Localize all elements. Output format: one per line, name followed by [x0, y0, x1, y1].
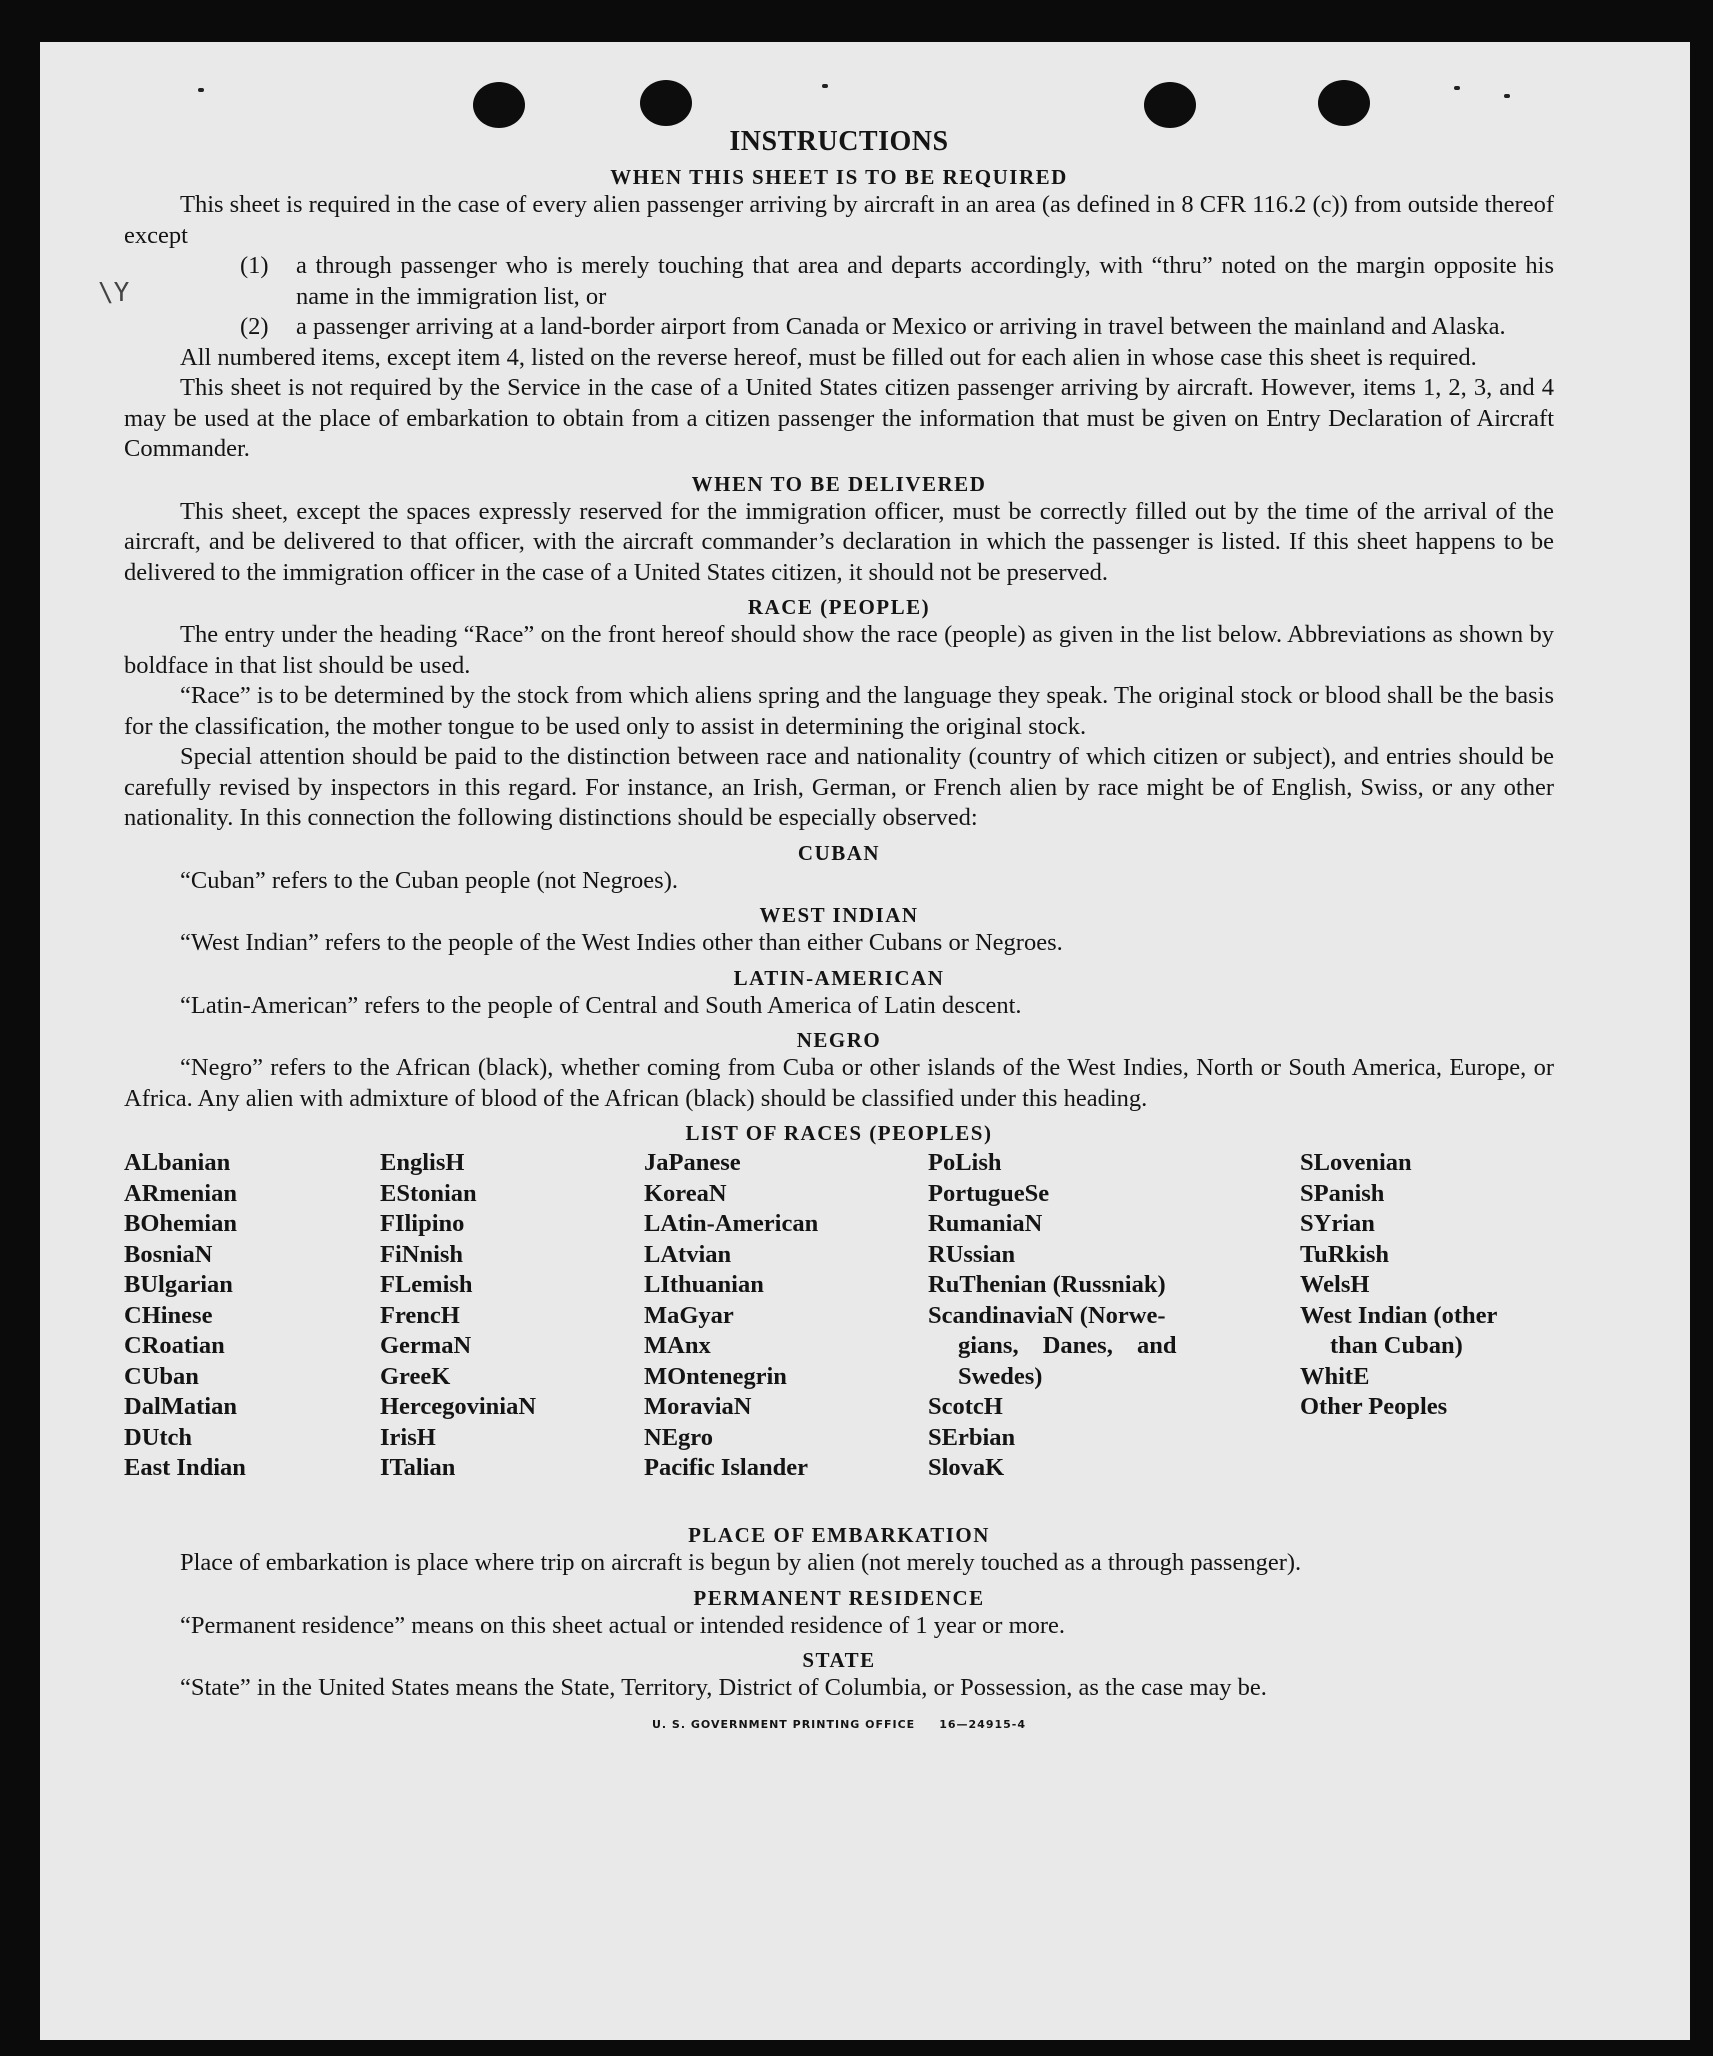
paragraph: “Negro” refers to the African (black), whether coming from Cuba or other islands of the West Indies, North or South America, Europe, or Africa. Any alien with admixture of blood of the African (black) should be classified under this heading.	[124, 1054, 1554, 1112]
race-entry: RuThenian (Russniak)	[928, 1271, 1166, 1298]
race-entry: SLovenian	[1300, 1149, 1412, 1176]
race-entry: ScandinaviaN (Norwe-	[928, 1301, 1166, 1329]
race-entry: NEgro	[644, 1423, 713, 1451]
punch-hole	[1144, 82, 1196, 128]
race-entry: GermaN	[380, 1332, 472, 1359]
race-entry: SPanish	[1300, 1179, 1385, 1207]
heading-race: RACE (PEOPLE)	[747, 595, 931, 619]
race-entry: WelsH	[1300, 1271, 1370, 1298]
definition-text: “Latin-American” refers to the people of Central and South America of Latin descent.	[180, 991, 1022, 1019]
race-entry: DUtch	[124, 1423, 193, 1451]
instructions-body	[124, 126, 1554, 1731]
races-column	[1300, 1148, 1497, 1423]
list-item	[124, 312, 1554, 343]
paragraph: “State” in the United States means the State, Territory, District of Columbia, or Possession, as the case may be.	[180, 1674, 1267, 1701]
race-entry: ScotcH	[928, 1393, 1003, 1420]
speck	[198, 88, 204, 92]
race-entry: FLemish	[380, 1271, 473, 1298]
heading-latin-american: LATIN-AMERICAN	[733, 965, 945, 990]
race-entry: MoraviaN	[644, 1393, 752, 1420]
race-entry: JaPanese	[644, 1149, 741, 1176]
heading-state: STATE	[802, 1648, 876, 1672]
race-entry: PortugueSe	[928, 1179, 1050, 1207]
race-entry: LAtvian	[644, 1240, 732, 1268]
race-entry: HercegoviniaN	[380, 1393, 537, 1420]
definition-text: “Permanent residence” means on this sheet actual or intended residence of 1 year or more.	[180, 1611, 1066, 1639]
race-entry: PoLish	[928, 1149, 1002, 1176]
item-number: (2)	[240, 313, 269, 340]
race-entry: CUban	[124, 1362, 199, 1390]
race-entry: WhitE	[1300, 1362, 1370, 1390]
race-entry: gians, Danes, and	[958, 1332, 1177, 1359]
races-list	[124, 1148, 1554, 1516]
race-entry: EStonian	[380, 1179, 477, 1207]
race-entry: MaGyar	[644, 1301, 734, 1329]
race-entry: EnglisH	[380, 1149, 465, 1176]
race-entry: CRoatian	[124, 1332, 225, 1359]
race-entry: RumaniaN	[928, 1210, 1043, 1237]
race-entry: MAnx	[644, 1332, 711, 1359]
race-entry: FrencH	[380, 1301, 460, 1329]
item-number: (1)	[240, 252, 269, 279]
heading-negro: NEGRO	[796, 1028, 882, 1052]
heading-cuban: CUBAN	[797, 840, 881, 865]
races-column	[124, 1148, 246, 1484]
race-entry: LAtin-American	[644, 1210, 819, 1237]
definition-text: “West Indian” refers to the people of the West Indies other than either Cubans or Negroes.	[180, 929, 1063, 956]
race-entry: ITalian	[380, 1454, 456, 1481]
race-entry: MOntenegrin	[644, 1362, 787, 1390]
punch-hole	[473, 82, 525, 128]
race-entry: CHinese	[124, 1301, 213, 1329]
margin-mark: \Y	[98, 278, 130, 308]
page-title: INSTRUCTIONS	[729, 126, 949, 157]
race-entry: DalMatian	[124, 1393, 237, 1420]
race-entry: ALbanian	[124, 1149, 231, 1176]
definition-text: “Cuban” refers to the Cuban people (not Negroes).	[180, 866, 678, 894]
list-item	[124, 251, 1554, 312]
races-column	[928, 1148, 1176, 1484]
speck	[1454, 86, 1460, 90]
race-entry: Swedes)	[958, 1362, 1043, 1390]
paragraph: The entry under the heading “Race” on the front hereof should show the race (people) as given in the list below. Abbreviations as shown by boldface in that list should be used.	[124, 621, 1554, 679]
heading-when-required: WHEN THIS SHEET IS TO BE REQUIRED	[610, 165, 1068, 189]
race-entry: KoreaN	[644, 1179, 727, 1207]
races-column	[644, 1148, 818, 1484]
paragraph: Special attention should be paid to the distinction between race and nationality (country of which citizen or subject), and entries should be carefully revised by inspectors in this regard. For instance, an Irish, German, or French alien by race might be of English, Swiss, or any other nationality. In this connection the following distinctions should be especially observed:	[124, 743, 1554, 831]
item-text: a passenger arriving at a land-border airport from Canada or Mexico or arriving in travel between the mainland and Alaska.	[296, 313, 1506, 340]
document-sheet	[40, 42, 1690, 2040]
race-entry: Pacific Islander	[644, 1454, 808, 1481]
race-entry: LIthuanian	[644, 1271, 764, 1298]
speck	[1504, 94, 1510, 98]
paragraph: This sheet, except the spaces expressly reserved for the immigration officer, must be correctly filled out by the time of the arrival of the aircraft, and be delivered to that officer, with the aircraft commander’s declaration in which the passenger is listed. If this sheet happens to be delivered to the immigration officer in the case of a United States citizen, it should not be preserved.	[124, 497, 1554, 586]
heading-list-of-races: LIST OF RACES (PEOPLES)	[685, 1121, 993, 1145]
race-entry: ARmenian	[124, 1179, 237, 1207]
race-entry: TuRkish	[1300, 1240, 1390, 1268]
race-entry: SErbian	[928, 1423, 1016, 1451]
printer-footer	[124, 1718, 1554, 1731]
races-column	[380, 1148, 536, 1484]
punch-hole	[640, 80, 692, 126]
heading-when-delivered: WHEN TO BE DELIVERED	[691, 471, 987, 496]
heading-place-of-embarkation: PLACE OF EMBARKATION	[688, 1523, 990, 1547]
punch-hole	[1318, 80, 1370, 126]
race-entry: GreeK	[380, 1362, 451, 1390]
race-entry: IrisH	[380, 1423, 436, 1451]
race-entry: BosniaN	[124, 1240, 213, 1268]
printer-name: U. S. GOVERNMENT PRINTING OFFICE	[651, 1717, 916, 1731]
race-entry: BOhemian	[124, 1210, 237, 1237]
paragraph: “Race” is to be determined by the stock from which aliens spring and the language they speak. The original stock or blood shall be the basis for the classification, the mother tongue to be used only to assist in determining the original stock.	[124, 682, 1554, 740]
speck	[822, 84, 828, 88]
race-entry: SlovaK	[928, 1454, 1005, 1481]
race-entry: FIlipino	[380, 1210, 465, 1237]
race-entry: FiNnish	[380, 1240, 464, 1268]
heading-permanent-residence: PERMANENT RESIDENCE	[693, 1585, 985, 1610]
paragraph: This sheet is not required by the Service in the case of a United States citizen passenger arriving by aircraft. However, items 1, 2, 3, and 4 may be used at the place of embarkation to obtain from a citizen passenger the information that must be given on Entry Declaration of Aircraft Commander.	[124, 374, 1554, 462]
paragraph: All numbered items, except item 4, listed on the reverse hereof, must be filled out for each alien in whose case this sheet is required.	[180, 343, 1477, 371]
heading-west-indian: WEST INDIAN	[759, 903, 919, 927]
paragraph: Place of embarkation is place where trip on aircraft is begun by alien (not merely touched as a through passenger).	[180, 1549, 1302, 1576]
race-entry: SYrian	[1300, 1210, 1375, 1237]
race-entry: Other Peoples	[1300, 1393, 1448, 1420]
form-code: 16—24915-4	[939, 1717, 1026, 1731]
race-entry: East Indian	[124, 1454, 246, 1481]
race-entry: than Cuban)	[1330, 1332, 1463, 1359]
race-entry: West Indian (other	[1300, 1301, 1498, 1329]
item-text: a through passenger who is merely touching that area and departs accordingly, with “thru” noted on the margin opposite his name in the immigration list, or	[296, 252, 1554, 310]
paragraph: This sheet is required in the case of every alien passenger arriving by aircraft in an area (as defined in 8 CFR 116.2 (c)) from outside thereof except	[124, 191, 1554, 249]
race-entry: BUlgarian	[124, 1271, 233, 1298]
race-entry: RUssian	[928, 1240, 1016, 1268]
